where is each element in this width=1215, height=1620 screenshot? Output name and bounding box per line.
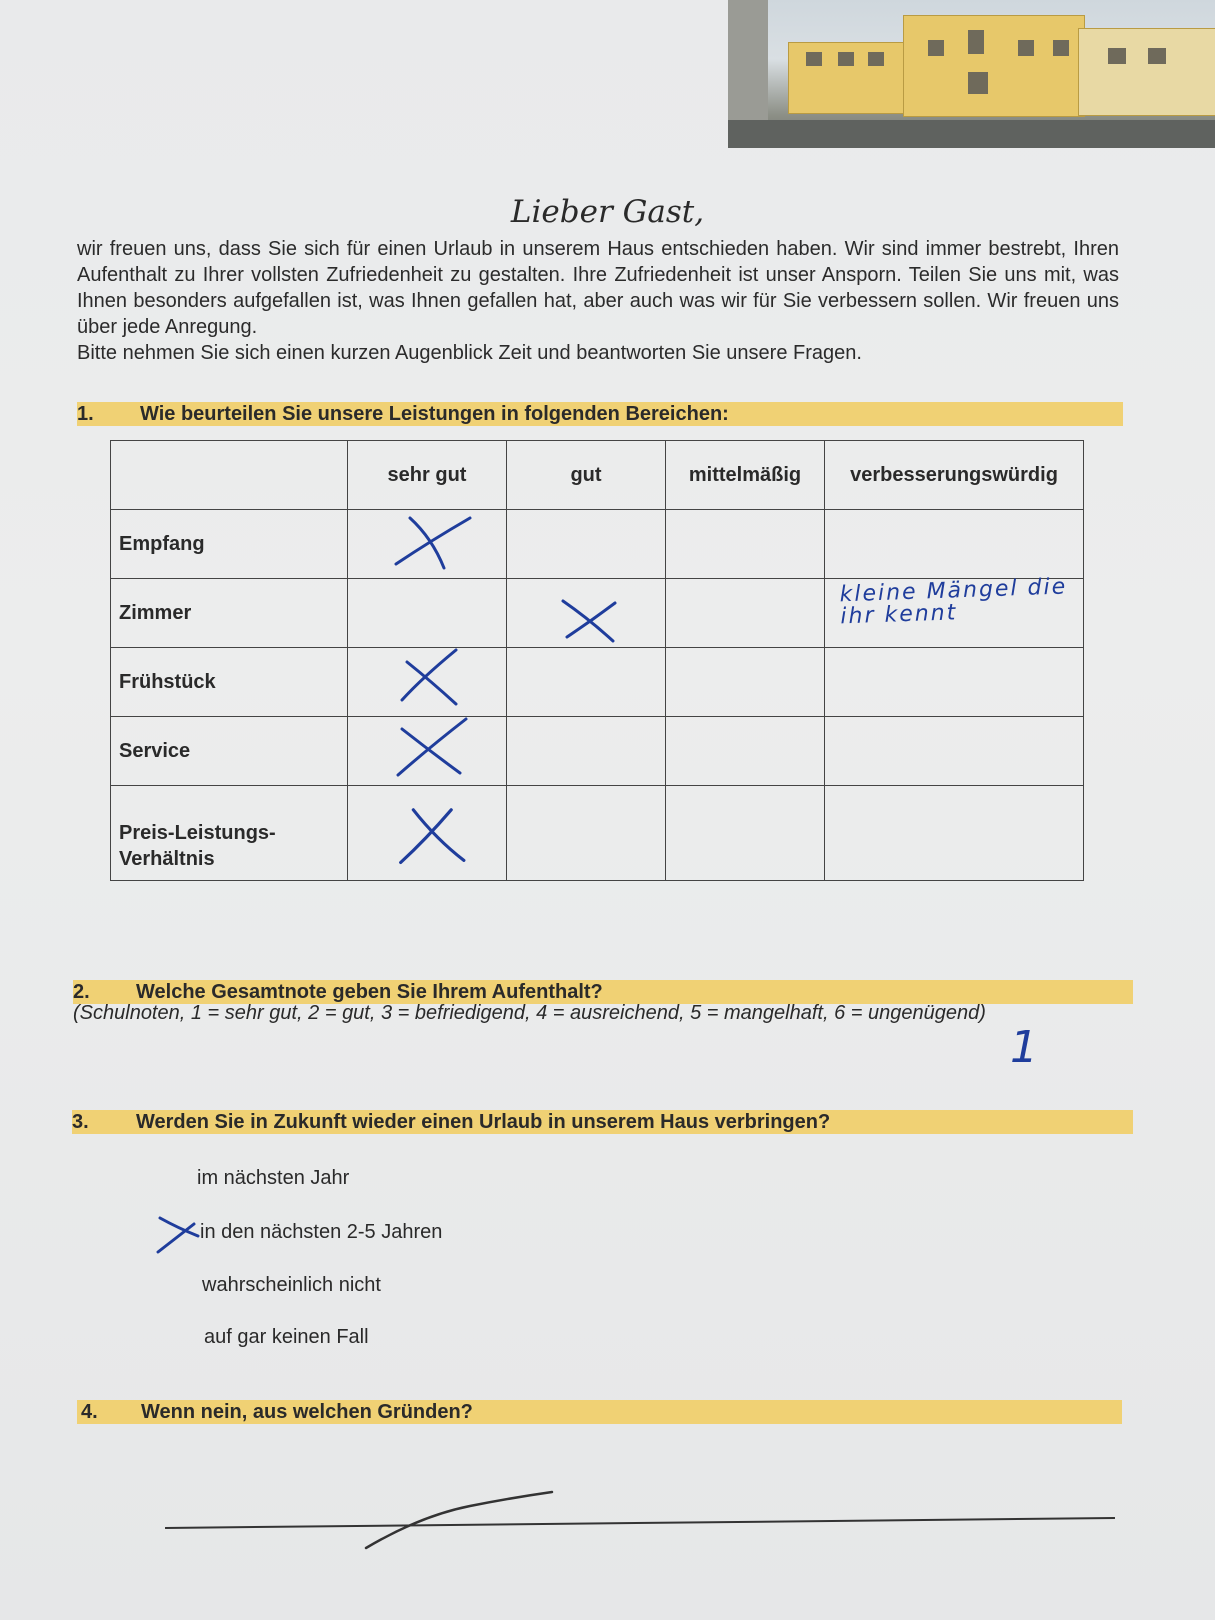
row-service <box>111 717 1084 786</box>
question-4-text: Wenn nein, aus welchen Gründen? <box>141 1401 473 1423</box>
rating-header-row <box>111 441 1084 510</box>
row-label: Empfang <box>111 510 348 579</box>
cell-verbesserungswuerdig[interactable] <box>825 717 1084 786</box>
check-x-mark <box>348 717 506 785</box>
intro-paragraph: wir freuen uns, dass Sie sich für einen Urlaub in unserem Haus entschieden haben. Wir sind immer bestrebt, Ihren Aufenthalt zu Ihrer vollsten Zufriedenheit zu gestalten. Ihre Zufriedenheit ist unser Ansporn. Teilen Sie uns mit, was Ihnen besonders aufgefallen ist, was Ihnen gefallen hat, aber auch was wir für Sie verbessern sollen. Wir freuen uns über jede Anregung. <box>77 238 1119 338</box>
option-not-at-all[interactable]: auf gar keinen Fall <box>204 1326 369 1348</box>
header-gut: gut <box>507 441 666 510</box>
check-x-mark <box>507 579 665 647</box>
header-sehr-gut: sehr gut <box>348 441 507 510</box>
question-4-number: 4. <box>81 1401 98 1423</box>
question-3-text: Werden Sie in Zukunft wieder einen Urlaub in unserem Haus verbringen? <box>136 1111 831 1133</box>
cell-mittelmaessig[interactable] <box>666 717 825 786</box>
cell-gut[interactable] <box>507 648 666 717</box>
cell-gut[interactable] <box>507 717 666 786</box>
cell-verbesserungswuerdig[interactable] <box>825 648 1084 717</box>
check-x-mark <box>348 786 506 880</box>
question-1-number: 1. <box>77 403 94 425</box>
row-label: Zimmer <box>111 579 348 648</box>
cell-verbesserungswuerdig[interactable] <box>825 786 1084 881</box>
cell-gut[interactable] <box>507 786 666 881</box>
cell-mittelmaessig[interactable] <box>666 510 825 579</box>
question-3-bar <box>72 1110 1133 1134</box>
grade-answer: 1 <box>1010 1022 1038 1073</box>
intro-text <box>77 236 1119 366</box>
selection-x-mark <box>154 1212 204 1256</box>
question-1-text: Wie beurteilen Sie unsere Leistungen in folgenden Bereichen: <box>140 403 729 425</box>
check-x-mark <box>348 648 506 716</box>
header-mittelmaessig: mittelmäßig <box>666 441 825 510</box>
cell-sehr-gut[interactable] <box>348 510 507 579</box>
row-preis-leistung <box>111 786 1084 881</box>
row-fruehstueck <box>111 648 1084 717</box>
cell-mittelmaessig[interactable] <box>666 786 825 881</box>
row-label-line-1: Preis-Leistungs- <box>119 822 276 844</box>
question-1-bar <box>77 402 1123 426</box>
cell-gut[interactable] <box>507 579 666 648</box>
cell-gut[interactable] <box>507 510 666 579</box>
header-verbesserungswuerdig: verbesserungswürdig <box>825 441 1084 510</box>
handwritten-note: kleine Mängel die ihr kennt <box>839 574 1068 630</box>
cell-sehr-gut[interactable] <box>348 648 507 717</box>
question-4-bar <box>77 1400 1122 1424</box>
question-3-number: 3. <box>72 1111 89 1133</box>
cell-sehr-gut[interactable] <box>348 717 507 786</box>
row-label: Frühstück <box>111 648 348 717</box>
rating-table <box>110 440 1084 881</box>
option-probably-not[interactable]: wahrscheinlich nicht <box>202 1274 381 1296</box>
question-2-number: 2. <box>73 981 90 1003</box>
cell-mittelmaessig[interactable] <box>666 648 825 717</box>
row-label: Service <box>111 717 348 786</box>
row-label-line-2: Verhältnis <box>119 848 215 870</box>
cell-mittelmaessig[interactable] <box>666 579 825 648</box>
option-next-year[interactable]: im nächsten Jahr <box>197 1167 350 1189</box>
cell-sehr-gut[interactable] <box>348 786 507 881</box>
hotel-photo <box>728 0 1215 148</box>
intro-instruction: Bitte nehmen Sie sich einen kurzen Augenblick Zeit und beantworten Sie unsere Fragen. <box>77 342 862 364</box>
check-x-mark <box>348 510 506 578</box>
question-2-text: Welche Gesamtnote geben Sie Ihrem Aufenthalt? <box>136 981 603 1003</box>
option-2-5-years[interactable]: in den nächsten 2-5 Jahren <box>200 1221 443 1243</box>
row-label <box>111 786 348 881</box>
header-empty <box>111 441 348 510</box>
question-2-subtext: (Schulnoten, 1 = sehr gut, 2 = gut, 3 = befriedigend, 4 = ausreichend, 5 = mangelhaft, 6 = ungenügend) <box>73 1002 986 1024</box>
greeting-heading: Lieber Gast, <box>510 194 705 230</box>
answer-line[interactable] <box>165 1517 1115 1528</box>
cell-sehr-gut[interactable] <box>348 579 507 648</box>
row-empfang <box>111 510 1084 579</box>
strike-through-mark <box>360 1486 560 1556</box>
cell-verbesserungswuerdig[interactable] <box>825 510 1084 579</box>
